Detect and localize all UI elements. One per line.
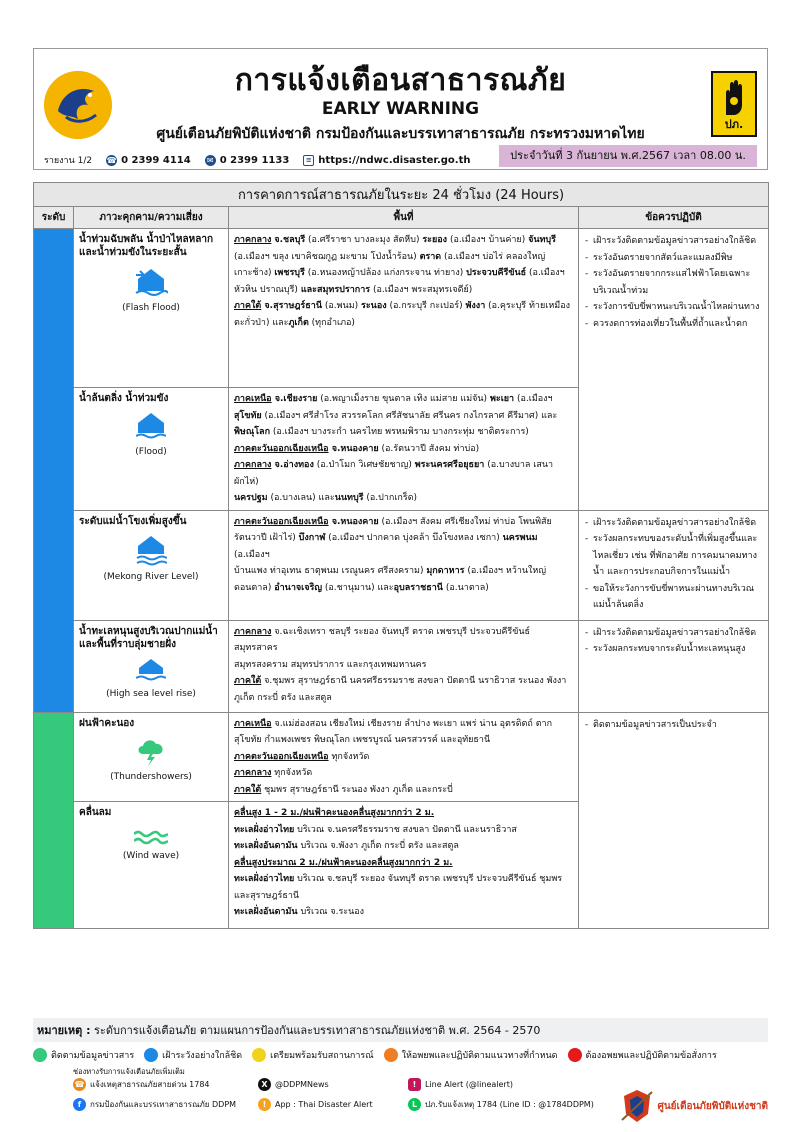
- area-sea-level: ภาคกลาง จ.ฉะเชิงเทรา ชลบุรี ระยอง จันทบุรี ตราด เพชรบุรี ประจวบคีรีขันธ์ สมุทรสาคร สมุทรสงคราม สมุทรปราการ และกรุงเทพมหานคร ภาคใต้ จ.ชุมพร สุราษฎร์ธานี นครศรีธรรมราช สงขลา ปัตตานี นราธิวาส ระนอง พังงา ภูเก็ต กระบี่ ตรัง และสตูล: [229, 620, 579, 712]
- threat-name: คลื่นลม: [79, 807, 112, 818]
- line-alert-icon: !: [408, 1078, 421, 1091]
- legend-item: เตรียมพร้อมรับสถานการณ์: [252, 1048, 373, 1062]
- advice-item: - ระวังผลกระทบจากระดับน้ำทะเลหนุนสูง: [585, 641, 762, 658]
- legend-item: เฝ้าระวังอย่างใกล้ชิด: [144, 1048, 242, 1062]
- threat-name: ฝนฟ้าคะนอง: [79, 717, 135, 729]
- report-page-label: รายงาน 1/2: [44, 156, 93, 166]
- threat-en: (Flood): [135, 447, 167, 457]
- threat-en: (Flash Flood): [122, 303, 180, 313]
- footer: [33, 1018, 768, 1122]
- advice-item: - เฝ้าระวังติดตามข้อมูลข่าวสารอย่างใกล้ชิด: [585, 233, 762, 250]
- website-text: https://ndwc.disaster.go.th: [318, 154, 471, 166]
- table-row: [34, 229, 769, 388]
- forecast-table: [33, 182, 769, 929]
- yellow-dot-icon: [252, 1048, 266, 1062]
- x-icon: X: [258, 1078, 271, 1091]
- threat-name: น้ำล้นตลิ่ง น้ำท่วมขัง: [79, 393, 169, 404]
- col-level-header: ระดับ: [34, 207, 74, 229]
- hotline-icon: ☎: [74, 1080, 85, 1089]
- flood-icon: [79, 411, 223, 444]
- brand-text: ศูนย์เตือนภัยพิบัติแห่งชาติ: [657, 1100, 768, 1112]
- advice-weather: [579, 712, 769, 929]
- fax-icon: ✉: [205, 155, 216, 166]
- col-area-header: พื้นที่: [229, 207, 579, 229]
- channels-title: ช่องทางรับการแจ้งเตือนภัยเพิ่มเติม: [73, 1067, 185, 1076]
- area-mekong: ภาคตะวันออกเฉียงเหนือ จ.หนองคาย (อ.เมืองฯ สังคม ศรีเชียงใหม่ ท่าบ่อ โพนพิสัย รัตนวาปี เฝ้าไร่) บึงกาฬ (อ.เมืองฯ ปากคาด บุ่งคล้า บึงโขงหลง เซกา) นครพนม (อ.เมืองฯ บ้านแพง ท่าอุเทน ธาตุพนม เรณูนคร ศรีสงคราม) มุกดาหาร (อ.เมืองฯ หว้านใหญ่ ดอนตาล) อำนาจเจริญ (อ.ชานุมาน) และอุบลราชธานี (อ.นาตาล): [229, 510, 579, 620]
- alert-channels: [33, 1066, 768, 1126]
- page-subtitle: EARLY WARNING: [321, 99, 480, 119]
- line-1784-channel[interactable]: L ปภ.รับแจ้งเหตุ 1784 (Line ID : @1784DDPM): [408, 1098, 594, 1111]
- threat-flood: [74, 388, 229, 511]
- flash-flood-icon: [79, 265, 223, 300]
- legend-item: ต้องอพยพและปฏิบัติตามข้อสั่งการ: [568, 1048, 717, 1062]
- header: [33, 48, 768, 170]
- x-channel[interactable]: X @DDPMNews: [258, 1078, 329, 1091]
- table-caption: การคาดการณ์สาธารณภัยในระยะ 24 ชั่วโมง (24 Hours): [34, 183, 769, 207]
- phone-icon: ☎: [106, 155, 117, 165]
- threat-thundershowers: [74, 712, 229, 802]
- advice-flood: [579, 229, 769, 511]
- advice-item: - ระวังผลกระทบของระดับน้ำที่เพิ่มสูงขึ้นและไหลเชี่ยว เช่น ที่พักอาศัย การคมนาคมทางน้ำ และการประกอบกิจการในแม่น้ำ: [585, 531, 762, 581]
- threat-en: (Thundershowers): [110, 771, 192, 782]
- phone-1[interactable]: [106, 155, 191, 166]
- table-row: [34, 510, 769, 620]
- threat-name: น้ำท่วมฉับพลัน น้ำป่าไหลหลากและน้ำท่วมขังในระยะสั้น: [79, 234, 213, 258]
- thunderstorm-icon: [79, 736, 223, 769]
- ndwc-emblem-icon: [620, 1088, 654, 1124]
- issue-date: ประจำวันที่ 3 กันยายน พ.ศ.2567 เวลา 08.00 น.: [499, 145, 757, 167]
- level-blue-cell: [34, 229, 74, 713]
- advice-mekong: [579, 510, 769, 620]
- website-link[interactable]: [303, 155, 470, 166]
- wind-wave-icon: [79, 829, 223, 848]
- organization-name: ศูนย์เตือนภัยพิบัติแห่งชาติ กรมป้องกันและบรรเทาสาธารณภัย กระทรวงมหาดไทย: [156, 126, 645, 142]
- legend-item: ติดตามข้อมูลข่าวสาร: [33, 1048, 134, 1062]
- threat-name: ระดับแม่น้ำโขงเพิ่มสูงขึ้น: [79, 515, 187, 527]
- table-row: [34, 712, 769, 802]
- threat-en: (High sea level rise): [106, 688, 196, 699]
- advice-item: - ควรงดการท่องเที่ยวในพื้นที่ถ้ำและน้ำตก: [585, 316, 762, 333]
- advice-item: - ระวังการขับขี่พาหนะบริเวณน้ำไหลผ่านทาง: [585, 299, 762, 316]
- facebook-channel[interactable]: f กรมป้องกันและบรรเทาสาธารณภัย DDPM: [73, 1098, 236, 1111]
- app-icon: !: [258, 1098, 271, 1111]
- threat-mekong: [74, 510, 229, 620]
- hotline-channel[interactable]: ☎ แจ้งเหตุสาธารณภัยสายด่วน 1784: [74, 1080, 210, 1089]
- threat-wind-wave: [74, 802, 229, 929]
- threat-flash-flood: [74, 229, 229, 388]
- area-flash-flood: ภาคกลาง จ.ชลบุรี (อ.ศรีราชา บางละมุง สัตหีบ) ระยอง (อ.เมืองฯ บ้านค่าย) จันทบุรี (อ.เมืองฯ ขลุง เขาคิชฌกูฏ มะขาม โป่งน้ำร้อน) ตราด (อ.เมืองฯ บ่อไร่ คลองใหญ่ เกาะช้าง) เพชรบุรี (อ.หนองหญ้าปล้อง แก่งกระจาน ท่ายาง) ประจวบคีรีขันธ์ (อ.เมืองฯ หัวหิน ปราณบุรี) และสมุทรปราการ (อ.เมืองฯ พระสมุทรเจดีย์) ภาคใต้ จ.สุราษฎร์ธานี (อ.พนม) ระนอง (อ.กระบุรี กะเปอร์) พังงา (อ.คุระบุรี ท้ายเหมือง ตะกั่วป่า) และภูเก็ต (ทุกอำเภอ): [229, 229, 579, 388]
- ddpm-abbr: ปภ.: [724, 118, 744, 131]
- legend-item: ให้อพยพและปฏิบัติตามแนวทางที่กำหนด: [384, 1048, 558, 1062]
- area-thundershowers: ภาคเหนือ จ.แม่ฮ่องสอน เชียงใหม่ เชียงราย ลำปาง พะเยา แพร่ น่าน อุตรดิตถ์ ตาก สุโขทัย กำแพงเพชร พิษณุโลก เพชรบูรณ์ นครสวรรค์ และอุทัยธานี ภาคตะวันออกเฉียงเหนือ ทุกจังหวัด ภาคกลาง ทุกจังหวัด ภาคใต้ ชุมพร สุราษฎร์ธานี ระนอง พังงา ภูเก็ต และกระบี่: [229, 712, 579, 802]
- threat-en: (Wind wave): [122, 851, 180, 861]
- table-row: [34, 620, 769, 712]
- advice-item: - ติดตามข้อมูลข่าวสารเป็นประจำ: [585, 717, 762, 734]
- app-channel[interactable]: ! App : Thai Disaster Alert: [258, 1098, 373, 1111]
- col-threat-header: ภาวะคุกคาม/ความเสี่ยง: [74, 207, 229, 229]
- threat-en: (Mekong River Level): [103, 571, 199, 582]
- advice-item: - ขอให้ระวังการขับขี่พาหนะผ่านทางบริเวณแม่น้ำล้นตลิ่ง: [585, 581, 762, 614]
- phone-2-text: 0 2399 1133: [219, 154, 290, 166]
- advice-item: - เฝ้าระวังติดตามข้อมูลข่าวสารอย่างใกล้ชิด: [585, 515, 762, 532]
- page-title: การแจ้งเตือนสาธารณภัย: [234, 63, 567, 98]
- line-icon: L: [408, 1098, 421, 1111]
- threat-sea-level: [74, 620, 229, 712]
- ddpm-hand-logo: [711, 71, 757, 137]
- phone-1-text: 0 2399 4114: [121, 154, 191, 166]
- phone-2[interactable]: [205, 155, 290, 166]
- red-dot-icon: [568, 1048, 582, 1062]
- area-wind-wave: คลื่นสูง 1 - 2 ม./ฝนฟ้าคะนองคลื่นสูงมากกว่า 2 ม. ทะเลฝั่งอ่าวไทย บริเวณ จ.นครศรีธรรมราช สงขลา ปัตตานี และนราธิวาส ทะเลฝั่งอันดามัน บริเวณ จ.พังงา ภูเก็ต กระบี่ ตรัง และสตูล คลื่นสูงประมาณ 2 ม./ฝนฟ้าคะนองคลื่นสูงมากกว่า 2 ม. ทะเลฝั่งอ่าวไทย บริเวณ จ.ชลบุรี ระยอง จันทบุรี ตราด เพชรบุรี ประจวบคีรีขันธ์ ชุมพร และสุราษฎร์ธานี ทะเลฝั่งอันดามัน บริเวณ จ.ระนอง: [229, 802, 579, 929]
- ndwc-brand: [620, 1088, 769, 1124]
- river-level-icon: [79, 534, 223, 569]
- line-alert-channel[interactable]: ! Line Alert (@linealert): [408, 1078, 513, 1091]
- orange-dot-icon: [384, 1048, 398, 1062]
- advice-item: - ระวังอันตรายจากกระแสไฟฟ้าโดยเฉพาะบริเวณน้ำท่วม: [585, 266, 762, 299]
- green-dot-icon: [33, 1048, 47, 1062]
- facebook-icon: f: [73, 1098, 86, 1111]
- sea-level-icon: [79, 657, 223, 686]
- advice-sea-level: [579, 620, 769, 712]
- threat-name: น้ำทะเลหนุนสูงบริเวณปากแม่น้ำและพื้นที่ราบลุ่มชายฝั่ง: [79, 625, 218, 650]
- footer-note: หมายเหตุ : ระดับการแจ้งเตือนภัย ตามแผนการป้องกันและบรรเทาสาธารณภัยแห่งชาติ พ.ศ. 2564 - 2570: [33, 1018, 768, 1042]
- advice-item: - ระวังอันตรายจากสัตว์และแมลงมีพิษ: [585, 250, 762, 267]
- col-advice-header: ข้อควรปฏิบัติ: [579, 207, 769, 229]
- level-green-cell: [34, 712, 74, 929]
- web-icon: ≡: [303, 155, 314, 166]
- alert-level-legend: [33, 1048, 768, 1062]
- advice-item: - เฝ้าระวังติดตามข้อมูลข่าวสารอย่างใกล้ชิด: [585, 625, 762, 642]
- blue-dot-icon: [144, 1048, 158, 1062]
- area-flood: ภาคเหนือ จ.เชียงราย (อ.พญาเม็งราย ขุนตาล เทิง แม่สาย แม่จัน) พะเยา (อ.เมืองฯ สุโขทัย (อ.เมืองฯ ศรีสำโรง สวรรคโลก ศรีสัชนาลัย ศรีนคร กงไกรลาศ คีรีมาศ) และ พิษณุโลก (อ.เมืองฯ บางระกำ นครไทย พรหมพิราม บางกระทุ่ม ชาติตระการ) ภาคตะวันออกเฉียงเหนือ จ.หนองคาย (อ.รัตนวาปี สังคม ท่าบ่อ) ภาคกลาง จ.อ่างทอง (อ.ป่าโมก วิเศษชัยชาญ) พระนครศรีอยุธยา (อ.บางบาล เสนา ผักไห่) นครปฐม (อ.บางเลน) และนนทบุรี (อ.ปากเกร็ด): [229, 388, 579, 511]
- contact-bar: [44, 153, 470, 167]
